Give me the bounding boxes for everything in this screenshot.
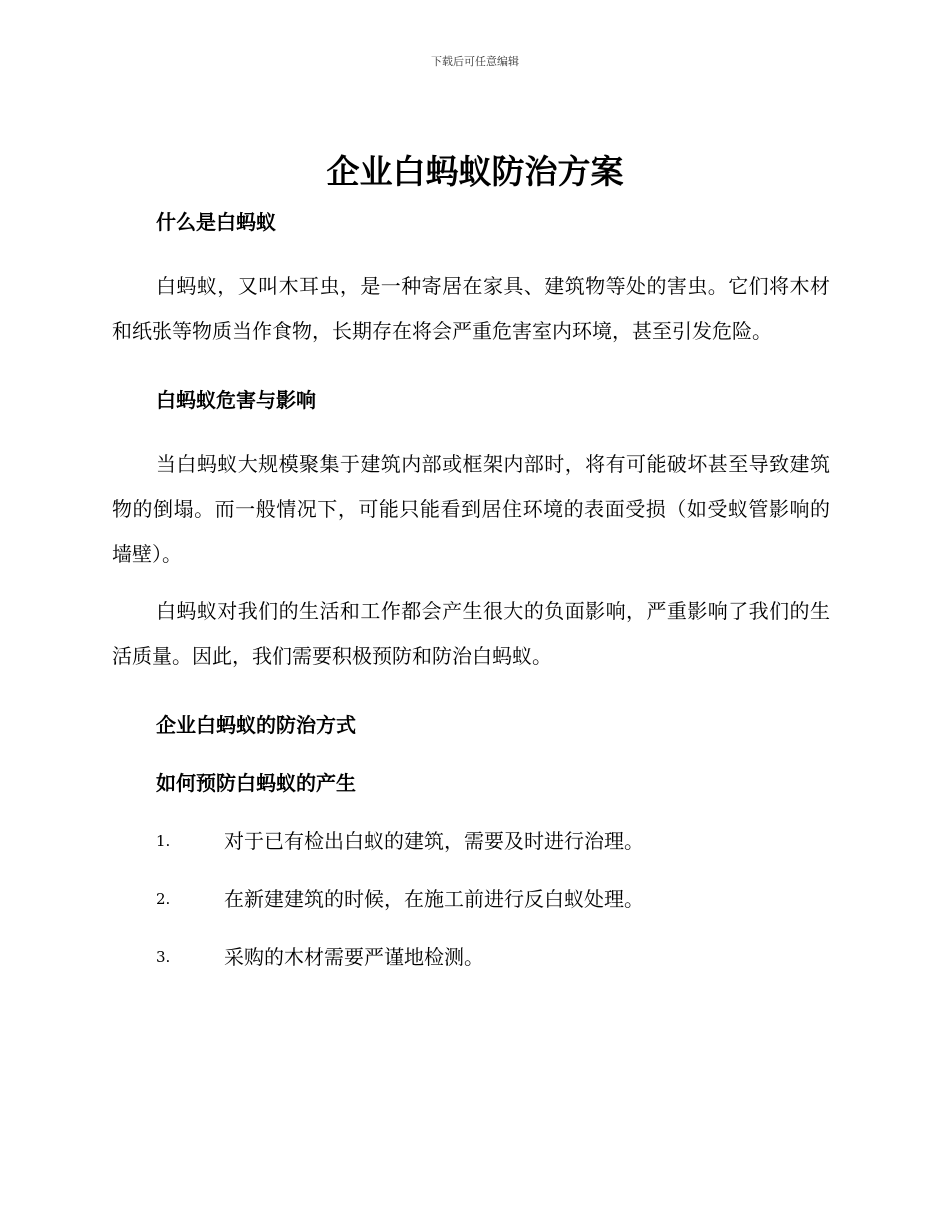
document-title: 企业白蚂蚁防治方案 xyxy=(326,152,624,191)
list-number: 2. xyxy=(156,890,171,908)
section-heading-harm: 白蚂蚁危害与影响 xyxy=(156,388,316,412)
paragraph-harm-1: 当白蚂蚁大规模聚集于建筑内部或框架内部时，将有可能破坏甚至导致建筑物的倒塌。而一般情况下，可能只能看到居住环境的表面受损（如受蚁管影响的墙壁）。 xyxy=(112,452,830,566)
list-item xyxy=(112,827,830,855)
list-item xyxy=(112,943,830,971)
list-number: 1. xyxy=(156,832,171,850)
paragraph-harm-2: 白蚂蚁对我们的生活和工作都会产生很大的负面影响，严重影响了我们的生活质量。因此，我们需要积极预防和防治白蚂蚁。 xyxy=(112,599,830,668)
paragraph-definition: 白蚂蚁，又叫木耳虫，是一种寄居在家具、建筑物等处的害虫。它们将木材和纸张等物质当作食物，长期存在将会严重危害室内环境，甚至引发危险。 xyxy=(112,274,830,343)
list-text: 对于已有检出白蚁的建筑，需要及时进行治理。 xyxy=(224,829,644,853)
document-body xyxy=(112,200,830,971)
list-text: 在新建建筑的时候，在施工前进行反白蚁处理。 xyxy=(224,887,644,911)
section-heading-what-is: 什么是白蚂蚁 xyxy=(156,210,276,234)
list-number: 3. xyxy=(156,948,171,966)
list-item xyxy=(112,885,830,913)
section-heading-prevention: 如何预防白蚂蚁的产生 xyxy=(156,771,356,795)
section-heading-methods: 企业白蚂蚁的防治方式 xyxy=(156,713,356,737)
list-text: 采购的木材需要严谨地检测。 xyxy=(224,945,484,969)
page-header-note: 下载后可任意编辑 xyxy=(431,55,519,68)
